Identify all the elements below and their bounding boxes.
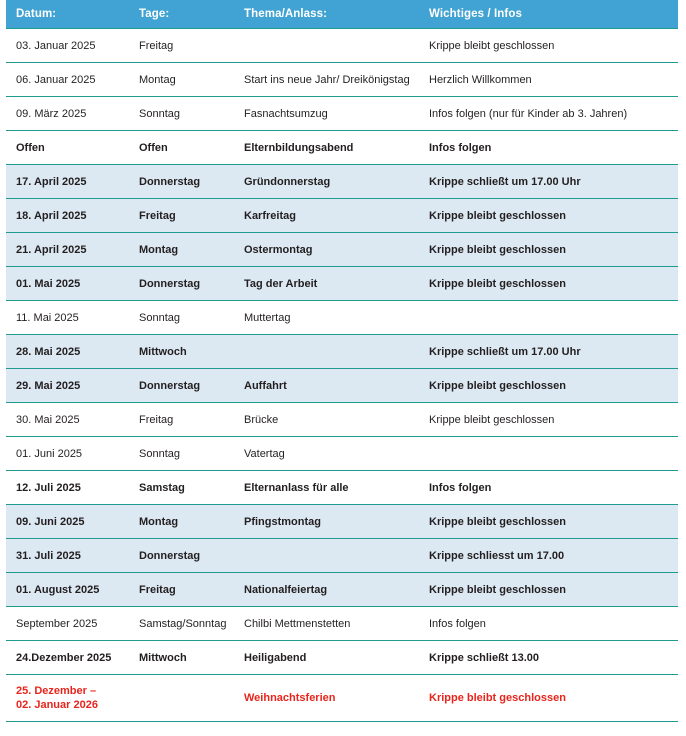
table-row [6, 301, 678, 335]
table-header-row [6, 0, 678, 29]
cell-info: Infos folgen (nur für Kinder ab 3. Jahren) [421, 97, 678, 131]
cell-date: 18. April 2025 [6, 199, 131, 233]
cell-topic: Vatertag [236, 437, 421, 471]
cell-topic: Chilbi Mettmenstetten [236, 607, 421, 641]
table-row [6, 505, 678, 539]
cell-day: Mittwoch [131, 335, 236, 369]
cell-topic [236, 29, 421, 63]
cell-day: Donnerstag [131, 369, 236, 403]
column-header-topic: Thema/Anlass: [236, 0, 421, 29]
cell-info: Krippe schließt um 17.00 Uhr [421, 165, 678, 199]
cell-info: Krippe bleibt geschlossen [421, 233, 678, 267]
cell-info: Krippe bleibt geschlossen [421, 369, 678, 403]
cell-date: 31. Juli 2025 [6, 539, 131, 573]
cell-day: Montag [131, 505, 236, 539]
cell-topic: Weihnachtsferien [236, 675, 421, 722]
cell-info: Krippe schliesst um 17.00 [421, 539, 678, 573]
cell-info: Infos folgen [421, 607, 678, 641]
table-row [6, 131, 678, 165]
cell-topic: Nationalfeiertag [236, 573, 421, 607]
cell-date: 09. Juni 2025 [6, 505, 131, 539]
cell-topic: Muttertag [236, 301, 421, 335]
table-row [6, 403, 678, 437]
cell-info: Krippe bleibt geschlossen [421, 267, 678, 301]
cell-date: 01. August 2025 [6, 573, 131, 607]
cell-date: 17. April 2025 [6, 165, 131, 199]
table-row [6, 539, 678, 573]
table-body [6, 29, 678, 722]
cell-day: Freitag [131, 403, 236, 437]
cell-topic: Gründonnerstag [236, 165, 421, 199]
cell-date: 21. April 2025 [6, 233, 131, 267]
cell-date: Offen [6, 131, 131, 165]
cell-info: Krippe schließt um 17.00 Uhr [421, 335, 678, 369]
table-row [6, 573, 678, 607]
cell-topic: Heiligabend [236, 641, 421, 675]
cell-day: Freitag [131, 199, 236, 233]
cell-day: Sonntag [131, 301, 236, 335]
cell-topic: Auffahrt [236, 369, 421, 403]
cell-date: 28. Mai 2025 [6, 335, 131, 369]
table-row [6, 675, 678, 722]
column-header-info: Wichtiges / Infos [421, 0, 678, 29]
cell-date: 24.Dezember 2025 [6, 641, 131, 675]
cell-info: Herzlich Willkommen [421, 63, 678, 97]
cell-topic [236, 335, 421, 369]
cell-date-first-line: 25. Dezember – [16, 685, 97, 697]
cell-day: Donnerstag [131, 267, 236, 301]
cell-date: 01. Mai 2025 [6, 267, 131, 301]
cell-topic: Elternbildungsabend [236, 131, 421, 165]
cell-date: 03. Januar 2025 [6, 29, 131, 63]
table-row [6, 267, 678, 301]
cell-info: Infos folgen [421, 131, 678, 165]
cell-topic [236, 539, 421, 573]
cell-day: Sonntag [131, 437, 236, 471]
cell-topic: Fasnachtsumzug [236, 97, 421, 131]
cell-day: Montag [131, 233, 236, 267]
table-row [6, 471, 678, 505]
cell-day: Sonntag [131, 97, 236, 131]
column-header-day: Tage: [131, 0, 236, 29]
table-row [6, 335, 678, 369]
table-row [6, 437, 678, 471]
cell-info: Krippe schließt 13.00 [421, 641, 678, 675]
cell-date: 11. Mai 2025 [6, 301, 131, 335]
cell-date: 01. Juni 2025 [6, 437, 131, 471]
cell-date: 30. Mai 2025 [6, 403, 131, 437]
cell-day: Samstag [131, 471, 236, 505]
table-row [6, 641, 678, 675]
cell-info [421, 301, 678, 335]
cell-info: Krippe bleibt geschlossen [421, 29, 678, 63]
table-row [6, 97, 678, 131]
table-header [6, 0, 678, 29]
cell-date [6, 675, 131, 722]
table-row [6, 165, 678, 199]
cell-topic: Tag der Arbeit [236, 267, 421, 301]
cell-topic: Start ins neue Jahr/ Dreikönigstag [236, 63, 421, 97]
cell-day: Offen [131, 131, 236, 165]
cell-topic: Pfingstmontag [236, 505, 421, 539]
cell-date: 06. Januar 2025 [6, 63, 131, 97]
schedule-table [6, 0, 678, 722]
cell-date: 09. März 2025 [6, 97, 131, 131]
cell-info: Krippe bleibt geschlossen [421, 573, 678, 607]
cell-day: Donnerstag [131, 539, 236, 573]
table-row [6, 369, 678, 403]
cell-info [421, 437, 678, 471]
table-row [6, 199, 678, 233]
cell-info: Krippe bleibt geschlossen [421, 199, 678, 233]
table-row [6, 607, 678, 641]
cell-date: September 2025 [6, 607, 131, 641]
cell-day: Mittwoch [131, 641, 236, 675]
table-row [6, 63, 678, 97]
cell-date: 12. Juli 2025 [6, 471, 131, 505]
cell-day: Freitag [131, 29, 236, 63]
cell-info: Krippe bleibt geschlossen [421, 403, 678, 437]
cell-date: 29. Mai 2025 [6, 369, 131, 403]
column-header-date: Datum: [6, 0, 131, 29]
cell-info: Krippe bleibt geschlossen [421, 505, 678, 539]
cell-date-second-line: 02. Januar 2026 [16, 699, 98, 711]
table-row [6, 233, 678, 267]
cell-day: Freitag [131, 573, 236, 607]
cell-topic: Ostermontag [236, 233, 421, 267]
cell-topic: Brücke [236, 403, 421, 437]
cell-day: Samstag/Sonntag [131, 607, 236, 641]
cell-topic: Karfreitag [236, 199, 421, 233]
cell-topic: Elternanlass für alle [236, 471, 421, 505]
cell-info: Infos folgen [421, 471, 678, 505]
cell-info: Krippe bleibt geschlossen [421, 675, 678, 722]
cell-day [131, 675, 236, 722]
cell-day: Montag [131, 63, 236, 97]
table-row [6, 29, 678, 63]
cell-day: Donnerstag [131, 165, 236, 199]
